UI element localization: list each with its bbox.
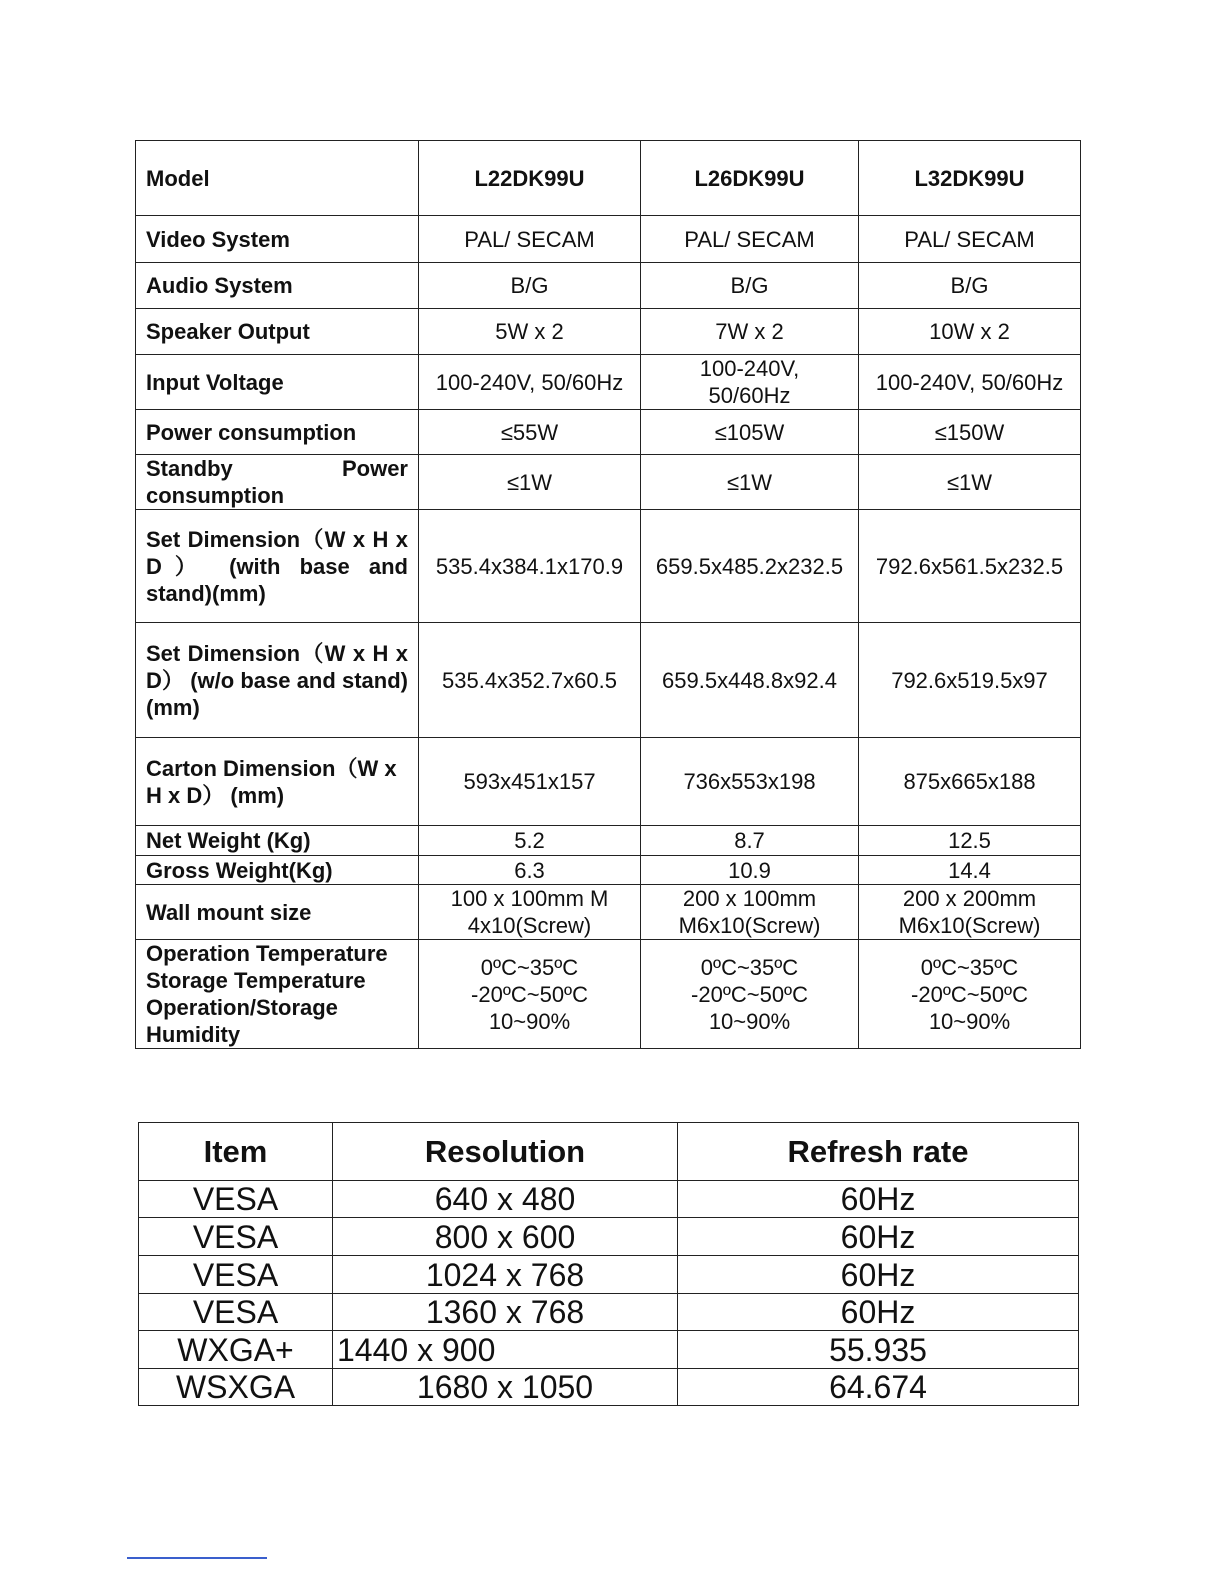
item-cell: VESA [139,1294,333,1331]
spec-value: 792.6x519.5x97 [859,623,1081,738]
spec-value: 200 x 200mm M6x10(Screw) [859,885,1081,940]
table-row [139,1294,1079,1331]
spec-value: PAL/ SECAM [419,216,641,263]
resolution-table [138,1122,1079,1406]
spec-label: Input Voltage [136,355,419,410]
item-cell: VESA [139,1218,333,1256]
spec-value: 0ºC~35ºC -20ºC~50ºC 10~90% [859,940,1081,1049]
spec-value: PAL/ SECAM [859,216,1081,263]
item-cell: WXGA+ [139,1331,333,1369]
table-row [139,1369,1079,1406]
spec-row [136,826,1081,856]
spec-label: Audio System [136,263,419,309]
resolution-cell: 1024 x 768 [333,1256,678,1294]
refresh-cell: 55.935 [678,1331,1079,1369]
spec-value: 792.6x561.5x232.5 [859,510,1081,623]
spec-value: ≤1W [419,455,641,510]
spec-row [136,355,1081,410]
table-row [139,1181,1079,1218]
spec-label: Wall mount size [136,885,419,940]
spec-value: 659.5x448.8x92.4 [641,623,859,738]
spec-value: B/G [419,263,641,309]
spec-value: 14.4 [859,856,1081,885]
spec-row [136,410,1081,455]
spec-label: Set Dimension（W x H x D） (with base and stand)(mm) [136,510,419,623]
resolution-cell: 1440 x 900 [333,1331,678,1369]
refresh-cell: 60Hz [678,1218,1079,1256]
spec-value: 0ºC~35ºC -20ºC~50ºC 10~90% [419,940,641,1049]
resolution-header-row [139,1123,1079,1181]
spec-value: 0ºC~35ºC -20ºC~50ºC 10~90% [641,940,859,1049]
spec-header-label: Model [136,141,419,216]
spec-value: B/G [641,263,859,309]
model-name: L22DK99U [419,141,641,216]
spec-value: 6.3 [419,856,641,885]
spec-row [136,510,1081,623]
spec-value: 100-240V, 50/60Hz [419,355,641,410]
table-row [139,1218,1079,1256]
spec-value: ≤150W [859,410,1081,455]
spec-label: Net Weight (Kg) [136,826,419,856]
spec-row [136,885,1081,940]
spec-row [136,856,1081,885]
resolution-cell: 800 x 600 [333,1218,678,1256]
spec-label: Set Dimension（W x H x D） (w/o base and stand)(mm) [136,623,419,738]
spec-value: ≤1W [859,455,1081,510]
refresh-cell: 60Hz [678,1256,1079,1294]
spec-row [136,216,1081,263]
spec-value: 5W x 2 [419,309,641,355]
spec-value: ≤55W [419,410,641,455]
model-name: L26DK99U [641,141,859,216]
refresh-cell: 64.674 [678,1369,1079,1406]
spec-value: 12.5 [859,826,1081,856]
spec-value: 875x665x188 [859,738,1081,826]
item-cell: WSXGA [139,1369,333,1406]
column-header-refresh-rate: Refresh rate [678,1123,1079,1181]
spec-label: Speaker Output [136,309,419,355]
table-row [139,1331,1079,1369]
column-header-item: Item [139,1123,333,1181]
spec-value: 5.2 [419,826,641,856]
spec-label: Power consumption [136,410,419,455]
refresh-cell: 60Hz [678,1181,1079,1218]
spec-value: 100 x 100mm M 4x10(Screw) [419,885,641,940]
spec-value: 10.9 [641,856,859,885]
spec-row [136,623,1081,738]
spec-row [136,309,1081,355]
spec-value: 10W x 2 [859,309,1081,355]
spec-value: 736x553x198 [641,738,859,826]
resolution-cell: 640 x 480 [333,1181,678,1218]
spec-label: Carton Dimension（W x H x D） (mm) [136,738,419,826]
spec-value: PAL/ SECAM [641,216,859,263]
spec-row [136,738,1081,826]
spec-value: 7W x 2 [641,309,859,355]
spec-value: 659.5x485.2x232.5 [641,510,859,623]
spec-header-row [136,141,1081,216]
spec-value: 8.7 [641,826,859,856]
spec-value: 535.4x352.7x60.5 [419,623,641,738]
column-header-resolution: Resolution [333,1123,678,1181]
spec-value: 100-240V, 50/60Hz [859,355,1081,410]
spec-table [135,140,1081,1049]
spec-row [136,940,1081,1049]
item-cell: VESA [139,1256,333,1294]
item-cell: VESA [139,1181,333,1218]
spec-label: Video System [136,216,419,263]
spec-row [136,263,1081,309]
spec-value: ≤105W [641,410,859,455]
spec-value: ≤1W [641,455,859,510]
spec-label: Gross Weight(Kg) [136,856,419,885]
spec-label: Operation Temperature Storage Temperature Operation/Storage Humidity [136,940,419,1049]
model-name: L32DK99U [859,141,1081,216]
resolution-cell: 1360 x 768 [333,1294,678,1331]
table-row [139,1256,1079,1294]
spec-value: 535.4x384.1x170.9 [419,510,641,623]
spec-value: 100-240V, 50/60Hz [641,355,859,410]
spec-value: B/G [859,263,1081,309]
resolution-cell: 1680 x 1050 [333,1369,678,1406]
spec-value: 593x451x157 [419,738,641,826]
spec-label: Standby Power consumption [136,455,419,510]
footer-link-underline [127,1557,267,1559]
spec-value: 200 x 100mm M6x10(Screw) [641,885,859,940]
refresh-cell: 60Hz [678,1294,1079,1331]
spec-row [136,455,1081,510]
